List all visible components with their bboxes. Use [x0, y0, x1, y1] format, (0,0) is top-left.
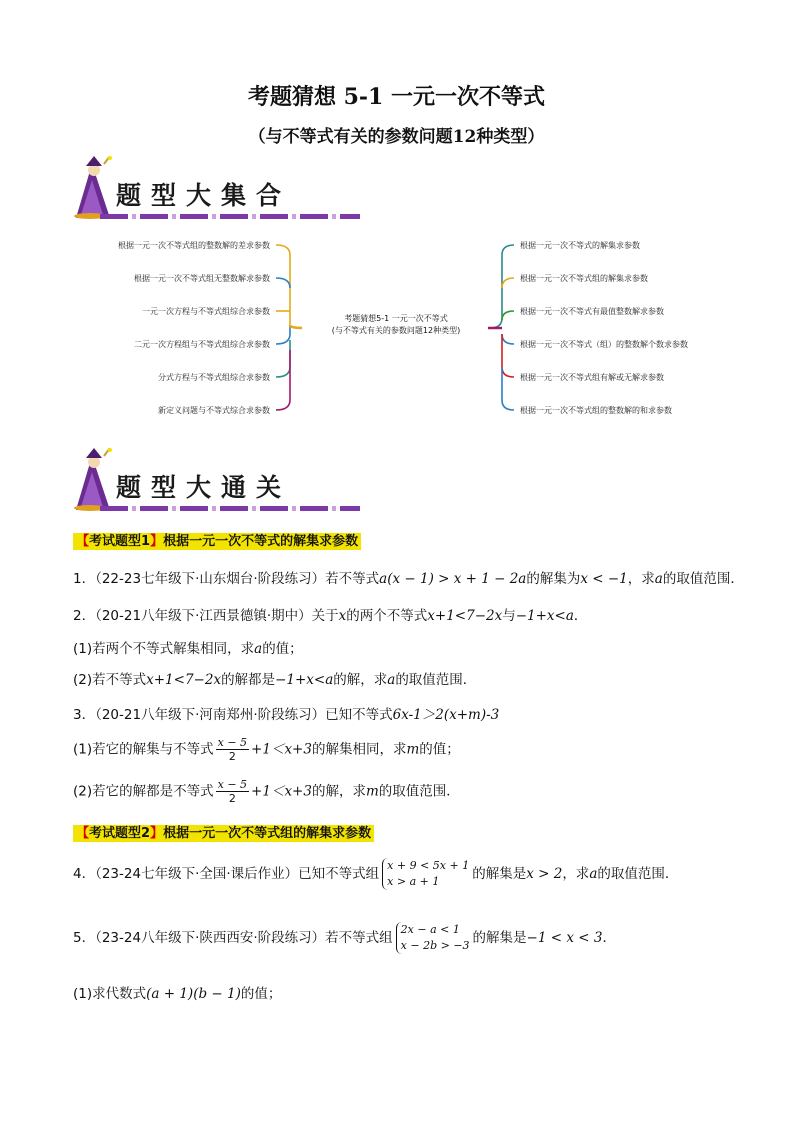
question-text: 3．（20-21八年级下·河南郑州·阶段练习）已知不等式: [73, 707, 393, 723]
question-text: 的解，求: [333, 672, 388, 688]
system-line: x − 2b > −3: [400, 939, 470, 952]
question-text: (2)若它的解都是不等式: [73, 783, 214, 800]
section-heading-2: [73, 822, 374, 841]
question-text: 的解集相同，求: [311, 741, 407, 758]
fraction-numerator: x − 5: [217, 778, 248, 791]
mindmap-left-node: 二元一次方程组与不等式组综合求参数: [134, 340, 270, 349]
math-inequality: −1+x<a: [275, 672, 334, 688]
math-variable: a: [589, 866, 598, 882]
question-4: [73, 858, 678, 890]
mindmap-right-node: 根据一元一次不等式有最值整数解求参数: [520, 307, 664, 316]
math-inequality: x+1<7−2x: [427, 608, 503, 624]
math-variable: x: [338, 608, 347, 624]
math-solution: x > 2: [526, 866, 563, 882]
section-title: 根据一元一次不等式组的解集求参数: [163, 826, 372, 841]
question-text: (1)求代数式: [73, 986, 147, 1002]
question-text: 4．（23-24七年级下·全国·课后作业）已知不等式组: [73, 866, 380, 882]
question-text: 的解集是: [472, 866, 527, 882]
question-2-part-1: [73, 637, 303, 657]
question-text: 的值；: [262, 641, 303, 657]
question-2-part-2: [73, 668, 476, 688]
question-text: 2．（20-21八年级下·江西景德镇·期中）关于: [73, 608, 339, 624]
math-expression: (a + 1)(b − 1): [146, 986, 241, 1002]
question-text: 的两个不等式: [346, 608, 428, 624]
math-inequality: −1+x<a: [515, 608, 574, 624]
mindmap-center-subtitle: (与不等式有关的参数问题12种类型): [331, 326, 461, 335]
section-banner-pass: [70, 448, 370, 518]
math-inequality: a(x − 1) > x + 1 − 2a: [379, 571, 527, 587]
system-line: 2x − a < 1: [400, 923, 460, 936]
bracket: 【: [76, 826, 90, 841]
section-banner-collection: [70, 156, 370, 226]
bracket: 【: [76, 534, 90, 549]
question-3-part-2: [73, 778, 460, 805]
mindmap-left-node: 新定义问题与不等式综合求参数: [158, 406, 270, 415]
math-variable: m: [365, 783, 379, 800]
math-variable: m: [406, 741, 420, 758]
mindmap-center-title: 考题猜想5-1 一元一次不等式: [344, 314, 448, 323]
question-text: (1)若它的解集与不等式: [73, 741, 214, 758]
math-variable: a: [654, 571, 663, 587]
bracket: 】: [150, 826, 164, 841]
page-subtitle: （与不等式有关的参数问题12种类型）: [248, 127, 545, 147]
fraction-numerator: x − 5: [217, 736, 248, 749]
math-inequality: +1＜x+3: [251, 783, 312, 800]
question-3: [73, 703, 499, 723]
question-5-part-1: [73, 982, 281, 1002]
question-text: 的值；: [240, 986, 282, 1002]
math-fraction: [216, 736, 249, 763]
page-title: 考题猜想 5-1 一元一次不等式: [247, 84, 546, 110]
question-text: 的取值范围．: [378, 783, 460, 800]
question-2: [73, 604, 587, 624]
question-text: 的值；: [419, 741, 460, 758]
question-text: 1．（22-23七年级下·山东烟台·阶段练习）若不等式: [73, 571, 380, 587]
banner-divider: [100, 214, 360, 219]
mindmap-right-node: 根据一元一次不等式（组）的整数解个数求参数: [520, 340, 688, 349]
question-text: 的取值范围．: [597, 866, 679, 882]
question-1: [73, 567, 744, 587]
mindmap-left-node: 根据一元一次不等式组的整数解的差求参数: [118, 241, 270, 250]
question-text: (1)若两个不等式解集相同，求: [73, 641, 255, 657]
section-heading-1: [73, 530, 361, 549]
question-text: 与: [502, 608, 516, 624]
question-text: (2)若不等式: [73, 672, 147, 688]
mindmap-left-node: 一元一次方程与不等式组综合求参数: [142, 307, 270, 316]
question-text: 的解都是: [221, 672, 276, 688]
math-inequality: x+1<7−2x: [146, 672, 222, 688]
wizard-mascot-icon: [70, 156, 116, 220]
section-title: 根据一元一次不等式的解集求参数: [163, 534, 359, 549]
bracket: 】: [150, 534, 164, 549]
mindmap-center-node: [326, 313, 466, 337]
question-text: 的解集为: [526, 571, 581, 587]
mindmap-right-node: 根据一元一次不等式的解集求参数: [520, 241, 640, 250]
question-text: 的解集是: [472, 930, 527, 946]
question-3-part-1: [73, 736, 460, 763]
math-inequality: +1＜x+3: [251, 741, 312, 758]
math-inequality: 6x-1＞2(x+m)-3: [392, 707, 500, 723]
question-text: 5．（23-24八年级下·陕西西安·阶段练习）若不等式组: [73, 930, 393, 946]
fraction-denominator: 2: [228, 792, 236, 805]
banner-title: 题型大通关: [116, 473, 292, 502]
mindmap-left-node: 根据一元一次不等式组无整数解求参数: [134, 274, 270, 283]
question-text: ．: [602, 930, 616, 946]
section-label: 考试题型1: [89, 534, 151, 549]
mindmap-right-node: 根据一元一次不等式组的解集求参数: [520, 274, 648, 283]
question-5: [73, 922, 616, 954]
question-text: 的解，求: [311, 783, 366, 800]
math-variable: a: [254, 641, 263, 657]
question-text: ，求: [627, 571, 655, 587]
banner-title: 题型大集合: [116, 181, 292, 210]
mindmap-right-node: 根据一元一次不等式组的整数解的和求参数: [520, 406, 672, 415]
mindmap-right-node: 根据一元一次不等式组有解或无解求参数: [520, 373, 664, 382]
mindmap-left-node: 分式方程与不等式组综合求参数: [158, 373, 270, 382]
wizard-mascot-icon: [70, 448, 116, 512]
inequality-system: [396, 922, 470, 954]
question-text: ，求: [562, 866, 590, 882]
fraction-denominator: 2: [228, 750, 236, 763]
math-fraction: [216, 778, 249, 805]
math-solution: x < −1: [580, 571, 628, 587]
math-variable: a: [387, 672, 396, 688]
question-text: 的取值范围．: [395, 672, 477, 688]
system-line: x > a + 1: [387, 875, 440, 888]
inequality-system: [382, 858, 469, 890]
math-solution: −1 < x < 3: [526, 930, 603, 946]
banner-divider: [100, 506, 360, 511]
system-line: x + 9 < 5x + 1: [387, 859, 470, 872]
section-label: 考试题型2: [89, 826, 151, 841]
question-text: ．: [573, 608, 588, 624]
question-text: 的取值范围．: [662, 571, 744, 587]
